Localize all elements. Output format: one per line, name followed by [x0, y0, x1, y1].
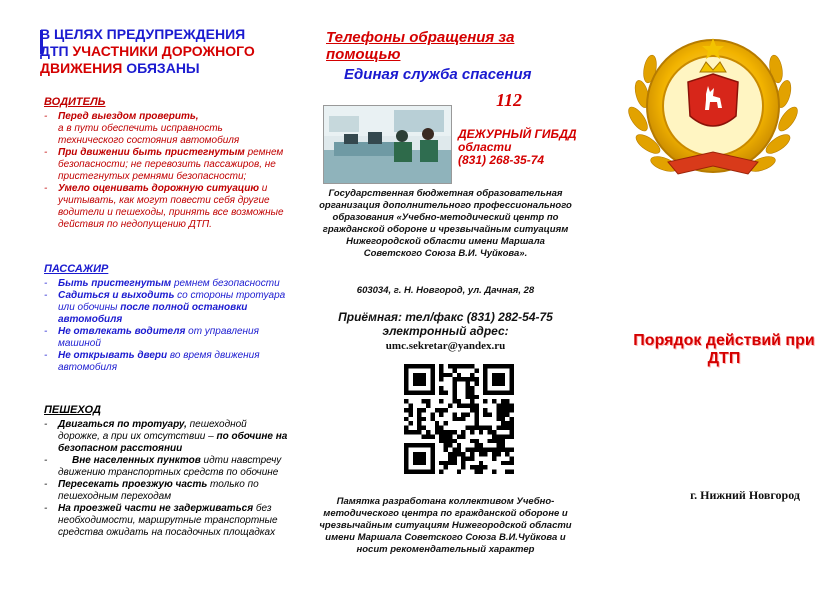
rescue-service-number: 112 — [496, 90, 523, 110]
organization-emblem — [628, 24, 798, 192]
warning-title-line1: В ЦЕЛЯХ ПРЕДУПРЕЖДЕНИЯ — [40, 26, 246, 42]
pedestrian-rule-1: - Двигаться по тротуару, пешеходной дорожке, а при их отсутствии – по обочине на безопасном расстоянии — [44, 419, 289, 455]
passenger-rule-2: - Садиться и выходить со стороны тротуара или обочины после полной остановки автомобиля — [44, 290, 289, 326]
pedestrian-rule-2: - Вне населенных пунктов идти навстречу движению транспортных средств по обочине — [44, 455, 289, 479]
organization-description: Государственная бюджетная образовательная организация дополнительного профессионального образования «Учебно-методический центр по гражданской обороне и чрезвычайным ситуациям Нижегородской области имени Маршала Советского Союза В.И. Чуйкова». — [319, 188, 572, 259]
email-label: электронный адрес: — [382, 324, 509, 338]
passenger-rule-3: - Не отвлекать водителя от управления машиной — [44, 326, 289, 350]
pedestrian-rule-3: - Пересекать проезжую часть только по пешеходным переходам — [44, 479, 289, 503]
warning-title-line3: ДВИЖЕНИЯ ОБЯЗАНЫ — [40, 60, 200, 76]
driver-rule-1: - Перед выездом проверить, а в пути обеспечить исправность технического состояния автомобиля — [44, 111, 289, 147]
driver-rule-3: - Умело оценивать дорожную ситуацию и учитывать, как могут повести себя другие водители и пешеходы, принять все возможные действия по недопущению ДТП. — [44, 183, 289, 231]
pedestrian-heading: ПЕШЕХОД — [44, 404, 101, 416]
reception-phone: Приёмная: тел/факс (831) 282-54-75 — [338, 310, 553, 324]
reception-contact — [318, 310, 573, 338]
warning-title-line2: ДТП УЧАСТНИКИ ДОРОЖНОГО — [40, 43, 255, 59]
email-address[interactable]: umc.sekretar@yandex.ru — [385, 340, 506, 352]
organization-address: 603034, г. Н. Новгород, ул. Дачная, 28 — [356, 285, 535, 296]
driver-section — [44, 96, 289, 231]
passenger-rule-4: - Не открывать двери во время движения автомобиля — [44, 350, 289, 374]
brochure-title: Порядок действий при ДТП — [633, 332, 815, 367]
driver-rule-2: - При движении быть пристегнутым ремнем безопасности; не перевозить пассажиров, не пристегнутых ремнями безопасности; — [44, 147, 289, 183]
footer-note: Памятка разработана коллективом Учебно-методического центра по гражданской обороне и чрезвычайным ситуациям Нижегородской области имени Маршала Советского Союза В.И.Чуйкова и носит рекомендательный характер — [319, 496, 572, 555]
driver-heading: ВОДИТЕЛЬ — [44, 96, 106, 108]
dispatch-room-photo — [323, 105, 452, 184]
passenger-rule-1: - Быть пристегнутым ремнем безопасности — [44, 278, 289, 290]
phones-title: Телефоны обращения за помощью — [326, 29, 515, 63]
rescue-service-label: Единая служба спасения — [344, 66, 532, 83]
pedestrian-section — [44, 404, 289, 539]
pedestrian-rule-4: - На проезжей части не задерживаться без необходимости, маршрутные транспортные средства ожидать на посадочных площадках — [44, 503, 289, 539]
duty-contact — [458, 128, 578, 167]
passenger-section — [44, 263, 289, 374]
duty-number: (831) 268-35-74 — [458, 153, 545, 167]
warning-title — [40, 26, 280, 77]
city-label: г. Нижний Новгород — [690, 488, 800, 502]
duty-label: ДЕЖУРНЫЙ ГИБДД области — [458, 127, 577, 154]
qr-code — [404, 364, 514, 474]
passenger-heading: ПАССАЖИР — [44, 263, 109, 275]
